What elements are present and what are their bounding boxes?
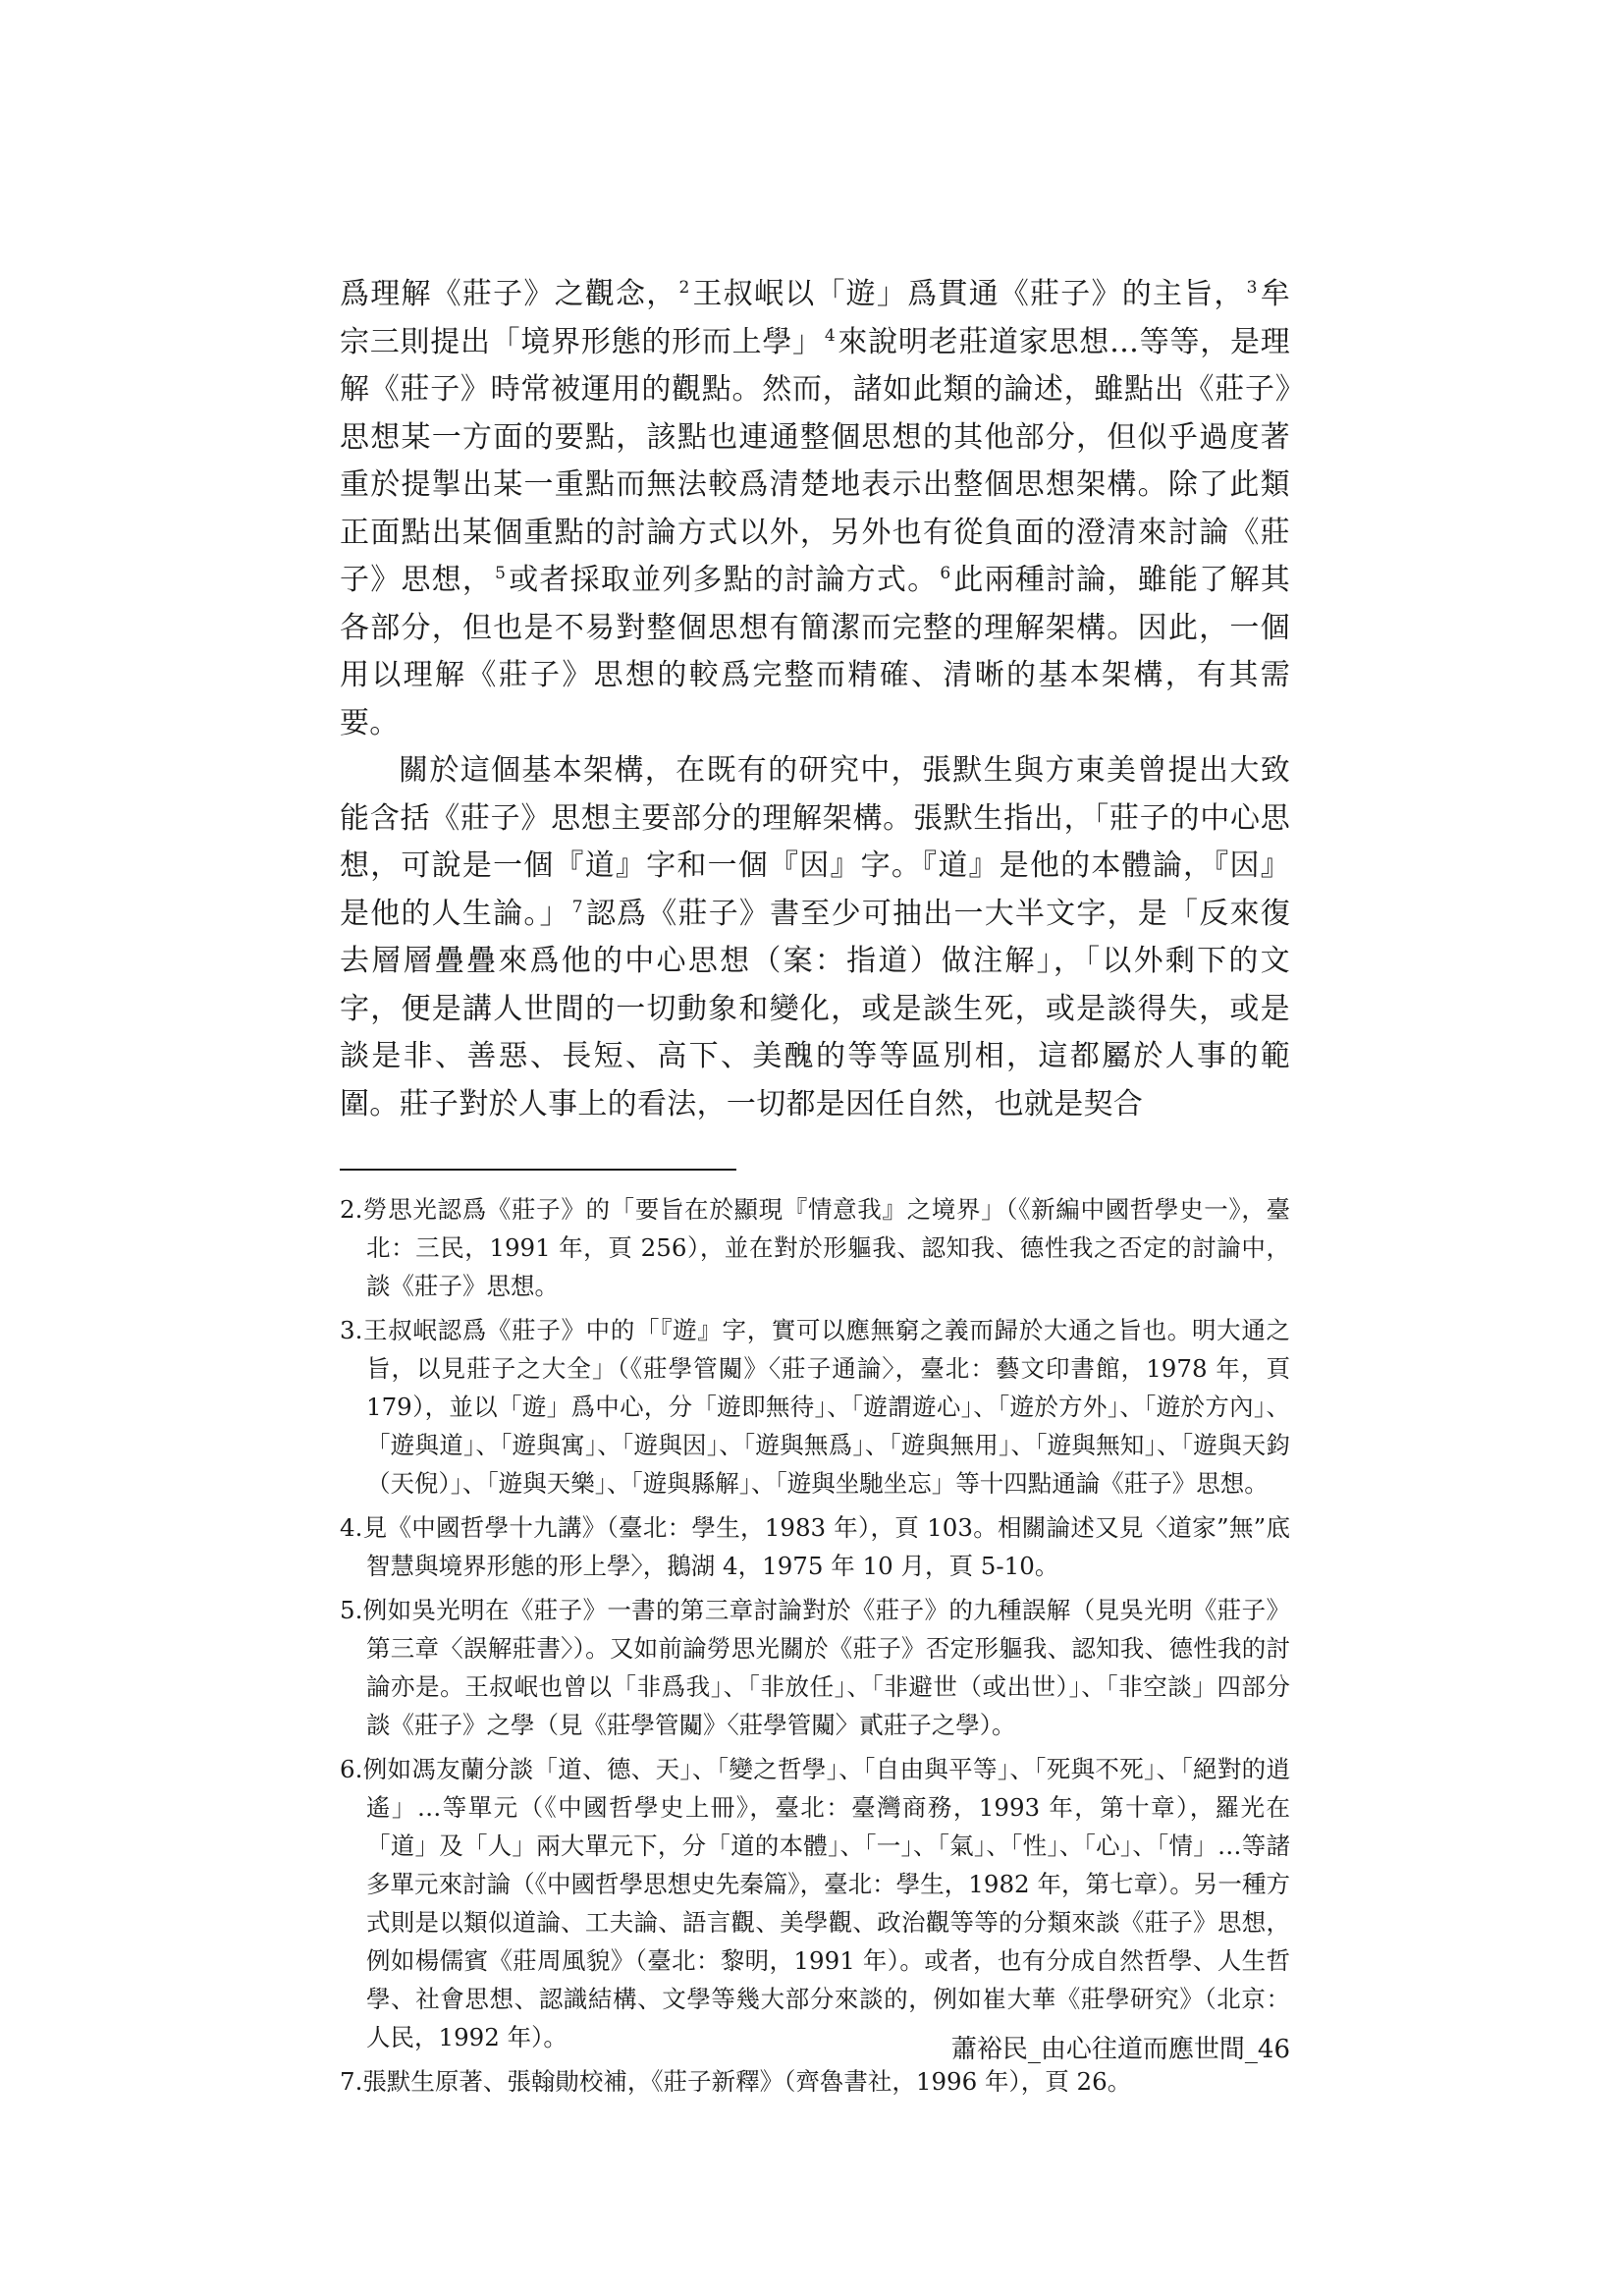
footnote-separator <box>340 1169 736 1171</box>
footnote-4: 4.見《中國哲學十九講》（臺北：學生，1983 年），頁 103。相關論述又見〈道家”無”底智慧與境界形態的形上學〉，鵝湖 4，1975 年 10 月，頁 5-10。 <box>340 1513 1290 1580</box>
body-text <box>340 271 1290 1128</box>
running-footer: 蕭裕民_由心往道而應世間_46 <box>950 2035 1290 2064</box>
footnote-6: 6.例如馮友蘭分談「道、德、天」、「變之哲學」、「自由與平等」、「死與不死」、「絕對的逍遙」…等單元（《中國哲學史上冊》，臺北：臺灣商務，1993 年，第十章），羅光在「道」及「人」兩大單元下，分「道的本體」、「一」、「氣」、「性」、「心」、「情」…等諸多單元來討論（《中國哲學思想史先秦篇》，臺北：學生，1982 年，第七章）。另一種方式則是以類似道論、工夫論、語言觀、美學觀、政治觀等等的分類來談《莊子》思想，例如楊儒賓《莊周風貌》（臺北：黎明，1991 年）。或者，也有分成自然哲學、人生哲學、社會思想、認識結構、文學等幾大部分來談的，例如崔大華《莊學研究》（北京：人民，1992 年）。 <box>340 1755 1290 2051</box>
footnote-3: 3.王叔岷認爲《莊子》中的「『遊』字，實可以應無窮之義而歸於大通之旨也。明大通之旨，以見莊子之大全」（《莊學管闚》〈莊子通論〉，臺北：藝文印書館，1978 年，頁 179），並以「遊」爲中心，分「遊即無待」、「遊謂遊心」、「遊於方外」、「遊於方內」、「遊與道」、「遊與寓」、「遊與因」、「遊與無爲」、「遊與無用」、「遊與無知」、「遊與天鈞（天倪）」、「遊與天樂」、「遊與縣解」、「遊與坐馳坐忘」等十四點通論《莊子》思想。 <box>340 1316 1290 1498</box>
footnotes <box>340 1190 1290 2101</box>
footnote-ref-4: 4 <box>824 325 836 346</box>
page-content <box>340 271 1290 2106</box>
footnote-ref-2: 2 <box>678 278 690 298</box>
footnote-ref-5: 5 <box>495 564 507 583</box>
footnote-ref-3: 3 <box>1246 278 1258 298</box>
body-paragraph: 爲理解《莊子》之觀念， $^2$王叔岷以「遊」爲貫通《莊子》的主旨， $^3$牟宗三則提出「境界形態的形而上學」 $^4$來說明老莊道家思想…等等，是理解《莊子》時常被運用的觀點。然而，諸如此類的論述，雖點出《莊子》思想某一方面的要點，該點也連通整個思想的其他部分，但似乎過度著重於提掣出某一重點而無法較爲清楚地表示出整個思想架構。除了此類正面點出某個重點的討論方式以外，另外也有從負面的澄清來討論《莊子》思想， $^5$或者採取並列多點的討論方式。 $^6$此兩種討論，雖能了解其各部分，但也是不易對整個思想有簡潔而完整的理解架構。因此，一個用以理解《莊子》思想的較爲完整而精確、清晰的基本架構，有其需要。 <box>340 277 1290 740</box>
footnote-2: 2.勞思光認爲《莊子》的「要旨在於顯現『情意我』之境界」（《新編中國哲學史一》，臺北：三民，1991 年，頁 256），並在對於形軀我、認知我、德性我之否定的討論中，談《莊子》思想。 <box>340 1195 1290 1300</box>
body-paragraph: 關於這個基本架構，在既有的研究中，張默生與方東美曾提出大致能含括《莊子》思想主要部分的理解架構。張默生指出，「莊子的中心思想，可說是一個『道』字和一個『因』字。『道』是他的本體論，『因』是他的人生論。」 $^7$認爲《莊子》書至少可抽出一大半文字，是「反來復去層層疊疊來爲他的中心思想（案：指道）做注解」，「以外剩下的文字，便是講人世間的一切動象和變化，或是談生死，或是談得失，或是談是非、善惡、長短、高下、美醜的等等區別相，這都屬於人事的範圍。莊子對於人事上的看法，一切都是因任自然，也就是契合 <box>340 753 1290 1121</box>
footnote-7: 7.張默生原著、張翰勛校補，《莊子新釋》（齊魯書社，1996 年），頁 26。 <box>340 2067 1132 2096</box>
footnote-ref-7: 7 <box>571 897 583 917</box>
footnote-ref-6: 6 <box>940 564 951 583</box>
footnote-5: 5.例如吳光明在《莊子》一書的第三章討論對於《莊子》的九種誤解（見吳光明《莊子》第三章〈誤解莊書〉）。又如前論勞思光關於《莊子》否定形軀我、認知我、德性我的討論亦是。王叔岷也曾以「非爲我」、「非放任」、「非避世（或出世）」、「非空談」四部分談《莊子》之學（見《莊學管闚》〈莊學管闚〉貳莊子之學）。 <box>340 1596 1290 1739</box>
